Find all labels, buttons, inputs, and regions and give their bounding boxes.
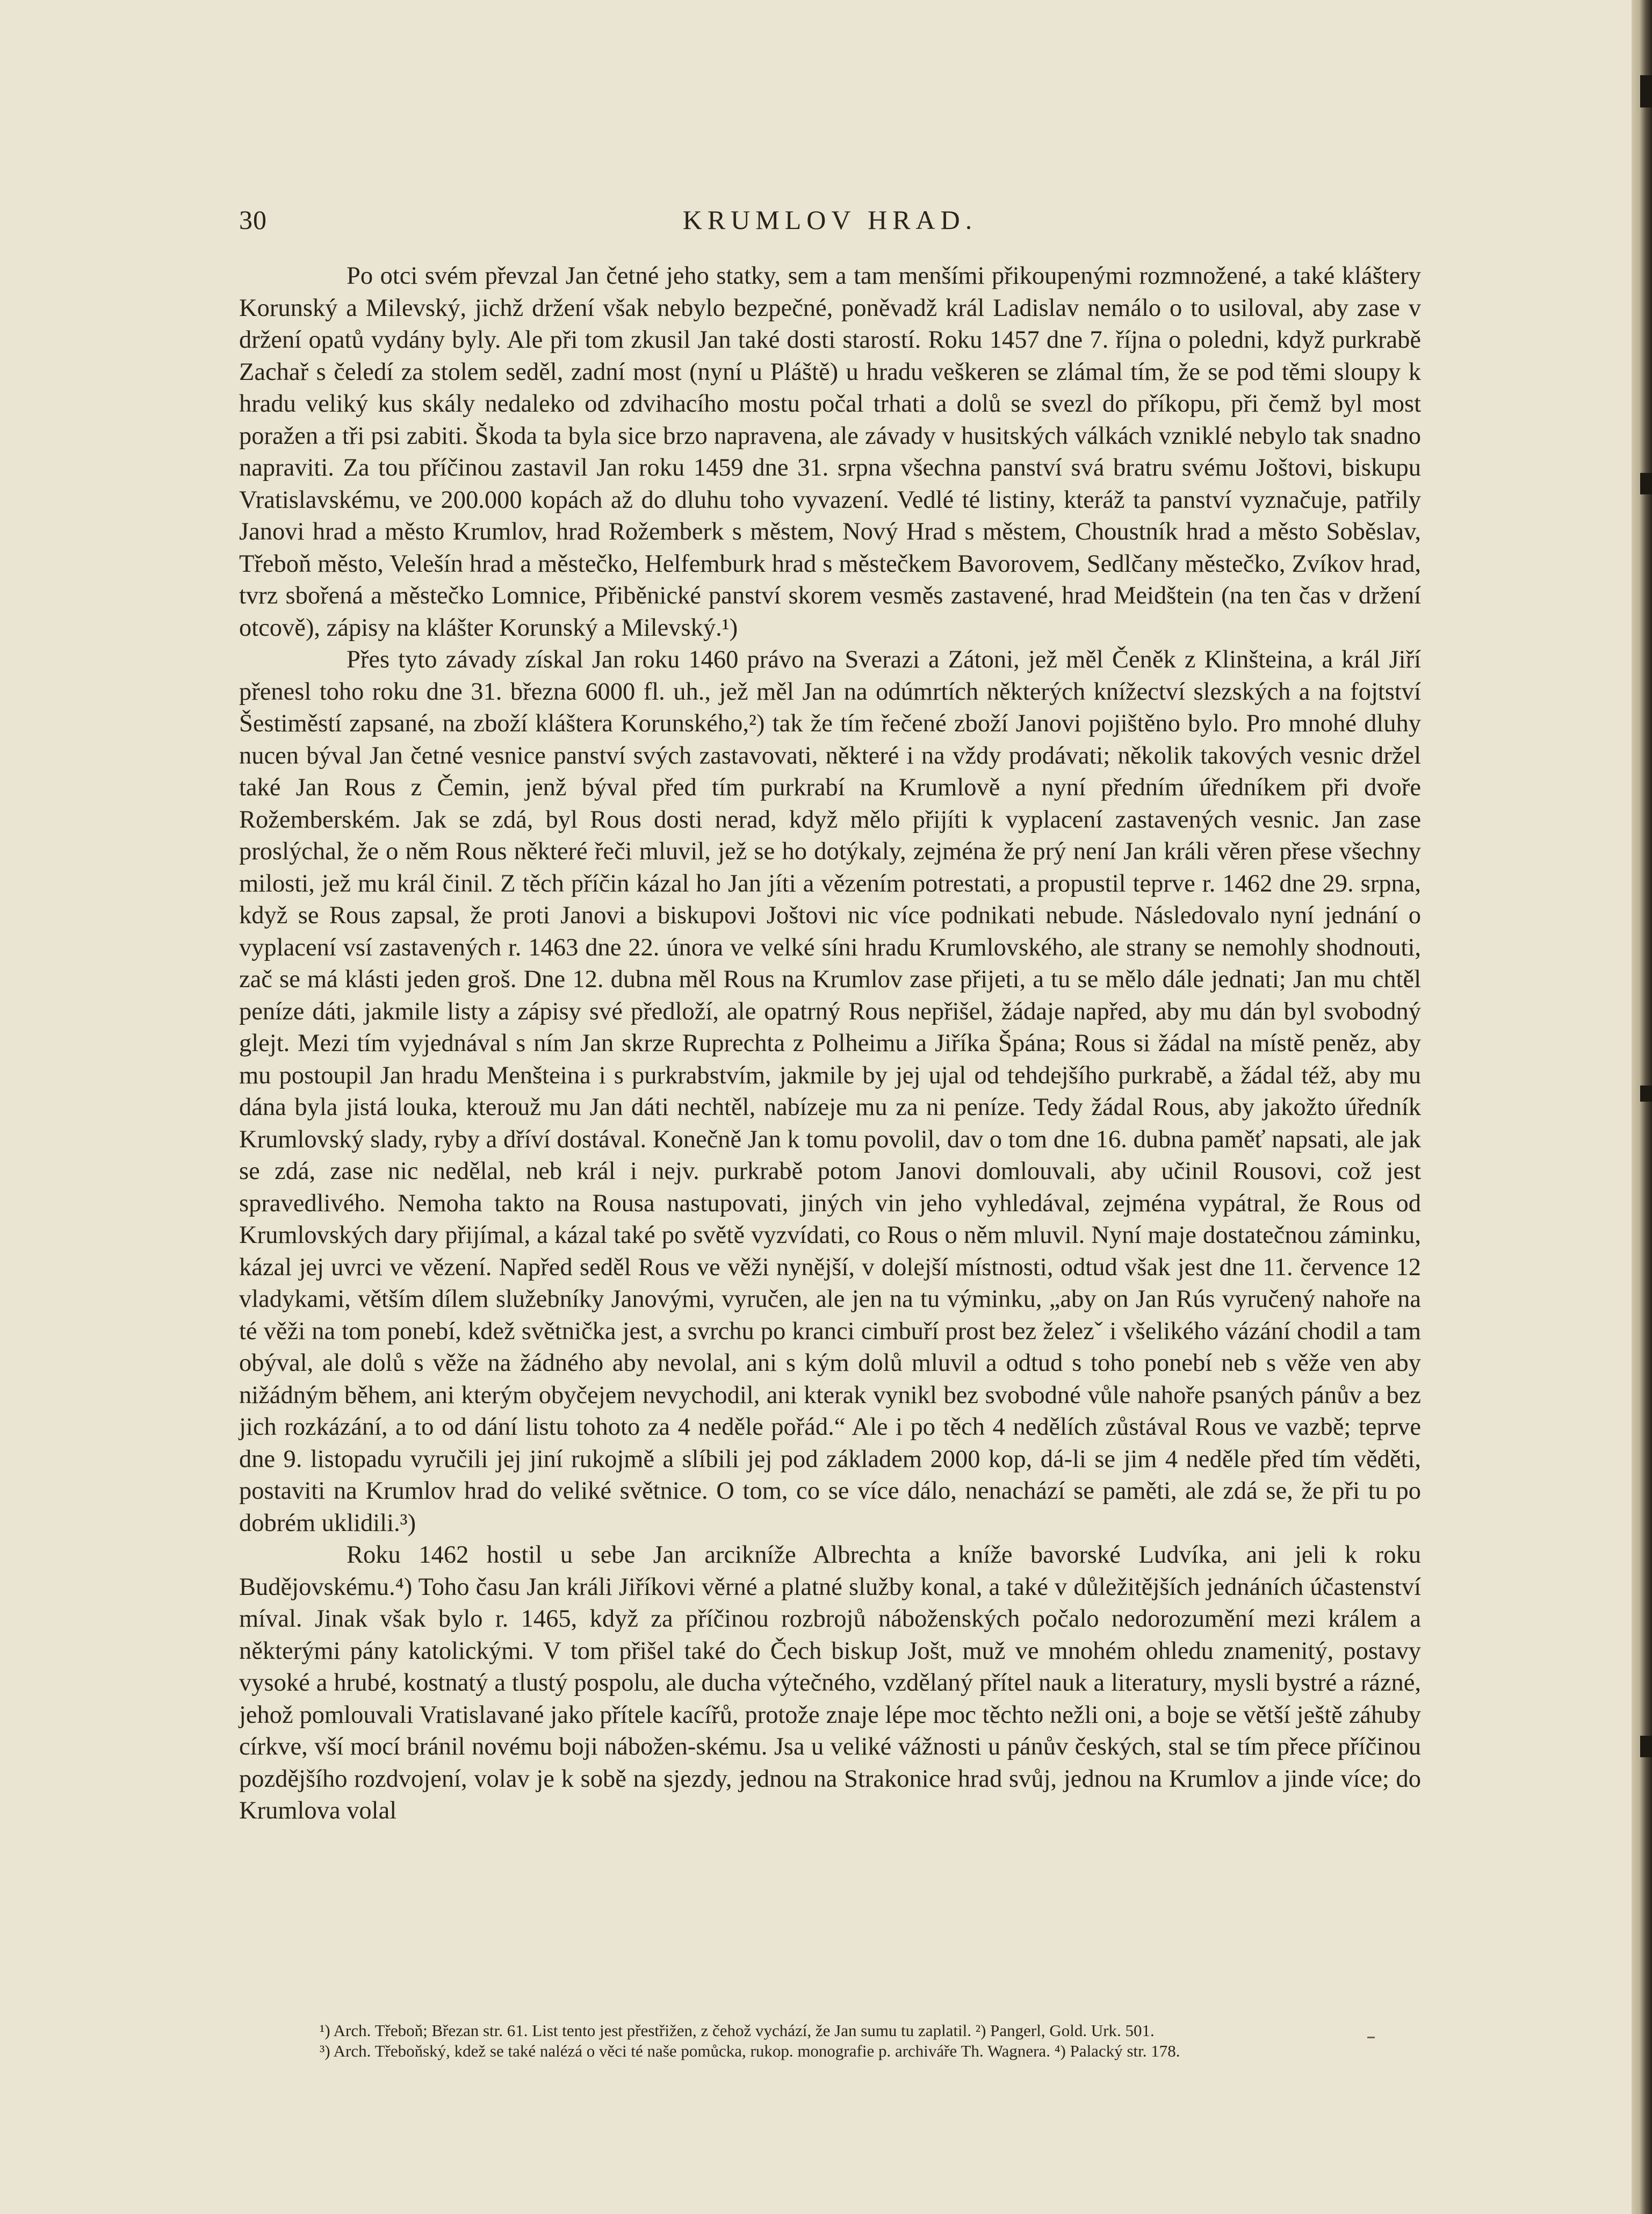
edge-mark	[1640, 1086, 1652, 1102]
paragraph: Roku 1462 hostil u sebe Jan arcikníže Albrechta a kníže bavorské Ludvíka, ani jeli k roku Budějovskému.⁴) Toho času Jan králi Jiříkovi věrné a platné služby konal, a také v důležitějších jednáních účastenství míval. Jinak však bylo r. 1465, když za příčinou rozbrojů náboženských počalo nedorozumění mezi králem a některými pány katolickými. V tom přišel také do Čech biskup Jošt, muž ve mnohém ohledu znamenitý, postavy vysoké a hrubé, kostnatý a tlustý pospolu, ale ducha výtečného, vzdělaný přítel nauk a literatury, mysli bystré a rázné, jehož pomlouvali Vratislavané jako přítele kacířů, protože znaje lépe moc těchto nežli oni, a boje se větší ještě záhuby církve, vší mocí bránil novému boji nábožen-skému. Jsa u veliké vážnosti u pánův českých, stal se tím přece příčinou pozdějšího rozdvojení, volav je k sobě na sjezdy, jednou na Strakonice hrad svůj, jednou na Krumlov a jinde více; do Krumlova volal	[239, 1541, 1421, 1824]
footnotes	[239, 2021, 1421, 2061]
stray-mark	[1367, 2037, 1375, 2038]
paragraph: Po otci svém převzal Jan četné jeho statky, sem a tam menšími přikoupenými rozmnožené, a také kláštery Korunský a Milevský, jichž držení však nebylo bezpečné, poněvadž král Ladislav nemálo o to usiloval, aby zase v držení opatů vydány byly. Ale při tom zkusil Jan také dosti starostí. Roku 1457 dne 7. října o poledni, když purkrabě Zachař s čeledí za stolem seděl, zadní most (nyní u Pláště) u hradu veškeren se zlámal tím, že se pod těmi sloupy k hradu veliký kus skály nedaleko od zdvihacího mostu počal trhati a dolů se svezl do příkopu, při čemž byl most poražen a tři psi zabiti. Škoda ta byla sice brzo napravena, ale závady v husitských válkách vzniklé nebylo tak snadno napraviti. Za tou příčinou zastavil Jan roku 1459 dne 31. srpna všechna panství svá bratru svému Joštovi, biskupu Vratislavskému, ve 200.000 kopách až do dluhu toho vyvazení. Vedlé té listiny, kteráž ta panství vyznačuje, patřily Janovi hrad a město Krumlov, hrad Rožemberk s městem, Nový Hrad s městem, Choustník hrad a město Soběslav, Třeboň město, Velešín hrad a městečko, Helfemburk hrad s městečkem Bavorovem, Sedlčany městečko, Zvíkov hrad, tvrz sbořená a městečko Lomnice, Přiběnické panství skorem vesměs zastavené, hrad Meidštein (na ten čas v držení otcově), zápisy na klášter Korunský a Milevský.¹)	[239, 262, 1421, 642]
edge-mark	[1640, 75, 1652, 107]
edge-mark	[1640, 473, 1652, 494]
page-edge	[1632, 0, 1652, 2214]
paragraph: Přes tyto závady získal Jan roku 1460 právo na Sverazi a Zátoni, jež měl Čeněk z Klinšteina, a král Jiří přenesl toho roku dne 31. března 6000 fl. uh., jež měl Jan na odúmrtích některých knížectví slezských a na fojtství Šestiměstí zapsané, na zboží kláštera Korunského,²) tak že tím řečené zboží Janovi pojištěno bylo. Pro mnohé dluhy nucen býval Jan četné vesnice panství svých zastavovati, některé i na vždy prodávati; několik takových vesnic držel také Jan Rous z Čemin, jenž býval před tím purkrabí na Krumlově a nyní předním úředníkem při dvoře Rožemberském. Jak se zdá, byl Rous dosti nerad, když mělo přijíti k vyplacení zastavených vesnic. Jan zase proslýchal, že o něm Rous některé řeči mluvil, jež se ho dotýkaly, zejména že prý není Jan králi věren přese všechny milosti, jež mu král činil. Z těch příčin kázal ho Jan jíti a vězením potrestati, a propustil teprve r. 1462 dne 29. srpna, když se Rous zapsal, že proti Janovi a biskupovi Joštovi nic více podnikati nebude. Následovalo nyní jednání o vyplacení vsí zastavených r. 1463 dne 22. února ve velké síni hradu Krumlovského, ale strany se nemohly shodnouti, zač se má klásti jeden groš. Dne 12. dubna měl Rous na Krumlov zase přijeti, a tu se mělo dále jednati; Jan mu chtěl peníze dáti, jakmile listy a zápisy své předloží, ale opatrný Rous nepřišel, žádaje napřed, aby mu dán byl svobodný glejt. Mezi tím vyjednával s ním Jan skrze Ruprechta z Polheimu a Jiříka Špána; Rous si žádal na místě peněz, aby mu postoupil Jan hradu Menšteina i s purkrabstvím, jakmile by jej ujal od tehdejšího purkrabě, a žádal též, aby mu dána byla jistá louka, kterouž mu Jan dáti nechtěl, nabízeje mu za ni peníze. Tedy žádal Rous, aby jakožto úředník Krumlovský slady, ryby a dříví dostával. Konečně Jan k tomu povolil, dav o tom dne 16. dubna paměť napsati, ale jak se zdá, zase nic nedělal, neb král i nejv. purkrabě potom Janovi domlouvali, aby učinil Rousovi, což jest spravedlivého. Nemoha takto na Rousa nastupovati, jiných vin jeho vyhledával, zejména vypátral, že Rous od Krumlovských dary přijímal, a kázal také po světě vyzvídati, co Rous o něm mluvil. Nyní maje dostatečnou záminku, kázal jej uvrci ve vězení. Napřed seděl Rous ve věži nynější, v dolejší místnosti, odtud však jest dne 11. července 12 vladykami, větším dílem služebníky Janovými, vyručen, ale jen na tu výminku, „aby on Jan Rús vyručený nahoře na té věži na tom ponebí, kdež světnička jest, a svrchu po kranci cimbuří prost bez železˇ i všelikého vázání chodil a tam obýval, ale dolů s věže na žádného aby nevolal, ani s kým dolů mluvil a odtud s toho ponebí neb s věže ven aby nižádným během, ani kterým obyčejem nevychodil, ani kterak vynikl bez svobodné vůle nahoře psaných pánův a bez jich rozkázání, a to od dání listu tohoto za 4 neděle pořád.“ Ale i po těch 4 nedělích zůstával Rous ve vazbě; teprve dne 9. listopadu vyručili jej jiní rukojmě a slíbili jej pod základem 2000 kop, dá-li se jim 4 neděle před tím věděti, postaviti na Krumlov hrad do veliké světnice. O tom, co se více dálo, nenachází se paměti, ale zdá se, že při tu po dobrém uklidili.³)	[239, 646, 1421, 1537]
footnote: ¹) Arch. Třeboň; Březan str. 61. List tento jest přestřižen, z čehož vychází, že Jan sumu tu zaplatil. ²) Pangerl, Gold. Urk. 501.	[320, 2021, 1155, 2040]
running-title: KRUMLOV HRAD.	[682, 205, 978, 235]
footnote: ³) Arch. Třeboňský, kdež se také nalézá o věci té naše pomůcka, rukop. monografie p. archiváře Th. Wagnera. ⁴) Palacký str. 178.	[320, 2042, 1180, 2060]
page-header	[239, 204, 1421, 242]
edge-mark	[1640, 1736, 1652, 1757]
body-text	[239, 260, 1421, 1827]
page-number: 30	[239, 205, 267, 235]
